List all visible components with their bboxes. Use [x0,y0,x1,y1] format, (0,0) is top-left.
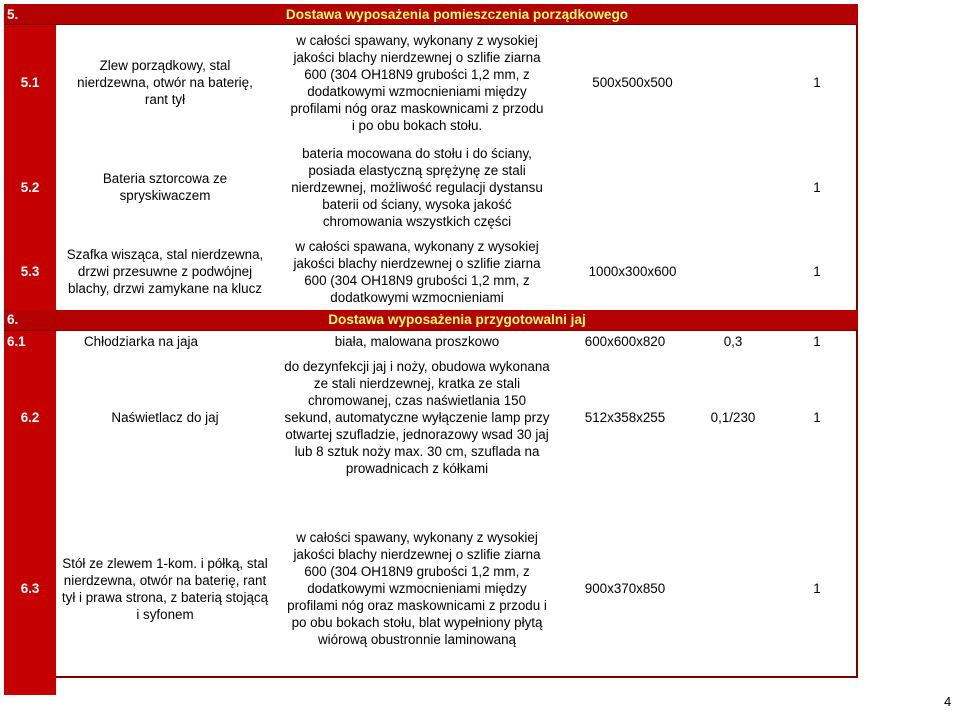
row-power [690,234,776,310]
row-power: 0,3 [723,333,743,349]
row-lp: 6.3 [4,482,56,695]
row-description: bateria mocowana do stołu i do ściany, posiada elastyczną sprężynę ze stali nierdzewnej, możliwość regulacji dystansu baterii od ściany, wysoka jakość chromowania wszystkich części [291,145,543,229]
row-lp: 5.2 [4,141,56,234]
row-name: Szafka wisząca, stal nierdzewna, drzwi przesuwne z podwójnej blachy, drzwi zamykane na klucz [66,247,264,296]
row-qty: 1 [813,333,821,349]
table-row [4,25,858,141]
row-name: Bateria sztorcowa ze spryskiwaczem [102,171,228,203]
table-row [4,330,858,352]
row-dimensions: 900x370x850 [584,581,666,596]
section-title: Dostawa wyposażenia przygotowalni jaj [56,310,858,331]
row-description: w całości spawany, wykonany z wysokiej jakości blachy nierdzewnej o szlifie ziarna 600 (304 OH18N9 grubości 1,2 mm, z dodatkowymi wzmocnieniami między profilami nóg oraz maskownicami z przodu i po obu bokach stołu, blat wypełniony płytą wiórową obustronnie laminowaną [287,530,547,647]
row-lp: 6.1 [4,330,56,352]
section-title: Dostawa wyposażenia pomieszczenia porządkowego [56,4,858,25]
row-name: Naświetlacz do jaj [111,409,219,425]
row-lp: 5.3 [4,234,56,310]
equipment-table [4,4,858,695]
row-power [690,25,776,141]
row-power: 0,1/230 [710,409,756,425]
row-dimensions: 1000x300x600 [588,264,677,279]
row-dimensions: 500x500x500 [592,75,673,91]
row-qty: 1 [813,264,821,279]
row-lp: 6.2 [4,352,56,482]
section-header-6 [4,310,858,331]
row-name: Stół ze zlewem 1-kom. i półką, stal nierdzewna, otwór na baterię, rant tył i prawa strona, z baterią stojącą i syfonem [61,555,269,622]
table-row [4,141,858,234]
row-description: w całości spawany, wykonany z wysokiej jakości blachy nierdzewnej o szlifie ziarna 600 (304 OH18N9 grubości 1,2 mm, z dodatkowymi wzmocnieniami między profilami nóg oraz maskownicami z przodu i po obu bokach stołu. [290,32,544,133]
row-power [690,482,776,695]
table-row [4,482,858,695]
row-dimensions: 600x600x820 [584,333,666,349]
section-number: 5. [4,4,56,25]
row-dimensions [560,141,690,234]
table-row [4,234,858,310]
row-dimensions: 512x358x255 [584,409,666,425]
row-qty: 1 [813,179,821,195]
section-header-5 [4,4,858,25]
row-qty: 1 [813,581,821,596]
section-number: 6. [4,310,56,331]
row-power [690,141,776,234]
row-description: w całości spawana, wykonany z wysokiej jakości blachy nierdzewnej o szlifie ziarna 600 (304 OH18N9 grubości 1,2 mm, z dodatkowymi wzmocnieniami [293,238,541,305]
row-qty: 1 [813,409,821,425]
page-number: 4 [944,694,952,709]
row-name: Zlew porządkowy, stal nierdzewna, otwór na baterię, rant tył [77,58,253,108]
row-qty: 1 [813,75,821,91]
row-description: biała, malowana proszkowo [334,333,500,349]
row-name: Chłodziarka na jaja [84,333,198,349]
row-description: do dezynfekcji jaj i noży, obudowa wykonana ze stali nierdzewnej, kratka ze stali chromowanej, czas naświetlania 150 sekund, automatyczne wyłączenie lamp przy otwartej szufladzie, jednorazowy wsad 30 jaj lub 8 sztuk noży max. 30 cm, szuflada na prowadnicach z kółkami [284,358,550,476]
table-row [4,352,858,482]
row-lp: 5.1 [4,25,56,141]
